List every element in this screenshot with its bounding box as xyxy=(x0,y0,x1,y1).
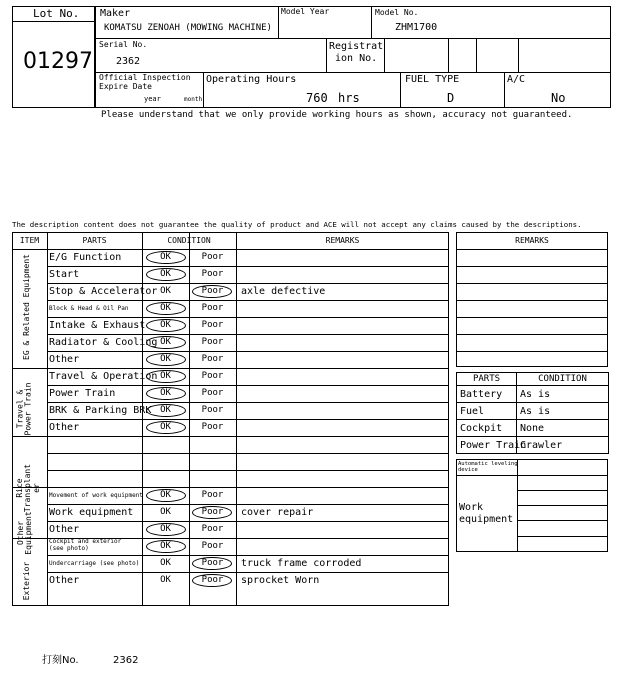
row-part: Block & Head & Oil Pan xyxy=(49,305,129,312)
row-remark: axle defective xyxy=(241,286,326,297)
model-no-value: ZHM1700 xyxy=(395,22,438,33)
maker-value: KOMATSU ZENOAH (MOWING MACHINE) xyxy=(104,23,272,33)
row-part: Work equipment xyxy=(49,507,134,518)
hours-accuracy-note: Please understand that we only provide working hours as shown, accuracy not guaranteed. xyxy=(101,110,573,120)
divider xyxy=(456,249,608,250)
ok-option: OK xyxy=(160,337,171,347)
divider xyxy=(278,6,279,38)
auto-leveling-label-line1: Automatic leveling xyxy=(458,461,518,467)
pc-part: Cockpit xyxy=(457,420,517,437)
row-divider xyxy=(456,283,608,284)
group-label-rice-transplanter: Rice Transplant er xyxy=(15,463,41,513)
selection-oval xyxy=(146,319,186,332)
group-label-travel-power-train: Travel & Power Train xyxy=(15,382,33,436)
selection-oval xyxy=(146,387,186,400)
row-remark: cover repair xyxy=(241,507,314,518)
registration-label-line2: ion No. xyxy=(335,53,378,64)
row-part: Cockpit and exterior (see photo) xyxy=(49,538,122,552)
selection-oval xyxy=(146,540,186,553)
divider xyxy=(518,38,519,72)
month-label: month xyxy=(184,96,203,103)
pc-row xyxy=(457,403,609,420)
poor-option: Poor xyxy=(201,286,224,296)
parts-condition-table xyxy=(456,372,609,454)
row-divider xyxy=(456,266,608,267)
group-divider xyxy=(12,436,449,437)
model-no-label: Model No. xyxy=(375,8,419,17)
row-part: E/G Function xyxy=(49,252,122,263)
parts-header: PARTS xyxy=(82,236,107,245)
ok-option: OK xyxy=(160,490,171,500)
selection-oval xyxy=(146,523,186,536)
pc-condition: As is xyxy=(517,403,609,420)
selection-oval xyxy=(192,557,232,570)
row-part: Other xyxy=(49,354,80,365)
poor-option: Poor xyxy=(201,354,224,364)
disclaimer-note: The description content does not guarantee the quality of product and ACE will not accept any claims caused by the descriptions. xyxy=(12,220,582,229)
row-divider xyxy=(456,317,608,318)
row-divider xyxy=(47,351,449,352)
poor-option: Poor xyxy=(201,269,224,279)
row-divider xyxy=(47,555,449,556)
poor-option: Poor xyxy=(201,337,224,347)
selection-oval xyxy=(192,285,232,298)
divider xyxy=(384,38,385,72)
pc-row xyxy=(457,420,609,437)
divider xyxy=(12,249,449,250)
work-equipment-label-line1: Work xyxy=(459,502,484,513)
row-divider xyxy=(47,266,449,267)
row-part: Start xyxy=(49,269,80,280)
row-divider xyxy=(456,334,608,335)
pc-condition: Crawler xyxy=(517,437,609,454)
pc-condition: As is xyxy=(517,386,609,403)
selection-oval xyxy=(146,421,186,434)
poor-option: Poor xyxy=(201,371,224,381)
row-divider xyxy=(47,300,449,301)
selection-oval xyxy=(192,506,232,519)
work-equipment-label-line2: equipment xyxy=(459,514,514,525)
registration-label-line1: Registrat xyxy=(329,41,384,52)
row-part: Travel & Operation xyxy=(49,371,158,382)
pc-row xyxy=(457,437,609,454)
divider xyxy=(517,520,608,521)
pc-parts-header: PARTS xyxy=(457,373,517,386)
serial-no-label: Serial No. xyxy=(99,40,148,49)
row-divider xyxy=(47,317,449,318)
row-part: Intake & Exhaust xyxy=(49,320,146,331)
row-part: Power Train xyxy=(49,388,116,399)
selection-oval xyxy=(146,489,186,502)
ok-option: OK xyxy=(160,541,171,551)
fuel-type-value: D xyxy=(447,91,455,105)
ac-label: A/C xyxy=(507,74,526,85)
ok-option: OK xyxy=(160,524,171,534)
row-divider xyxy=(47,283,449,284)
selection-oval xyxy=(146,251,186,264)
poor-option: Poor xyxy=(201,507,224,517)
pc-part: Fuel xyxy=(457,403,517,420)
row-part: Movement of work equipment xyxy=(49,492,143,499)
ok-option: OK xyxy=(160,320,171,330)
divider xyxy=(371,6,372,38)
group-label-eg-related-equipment: EG & Related Equipment xyxy=(22,254,31,360)
lot-no-label: Lot No. xyxy=(33,7,80,20)
poor-option: Poor xyxy=(201,541,224,551)
pc-part: Power Train xyxy=(457,437,517,454)
row-divider xyxy=(47,521,449,522)
poor-option: Poor xyxy=(201,405,224,415)
row-divider xyxy=(47,419,449,420)
poor-option: Poor xyxy=(201,303,224,313)
condition-header: CONDITION xyxy=(167,236,211,245)
divider xyxy=(326,38,327,72)
poor-option: Poor xyxy=(201,422,224,432)
row-part: Other xyxy=(49,575,80,586)
ok-option: OK xyxy=(160,252,171,262)
divider xyxy=(517,490,608,491)
auto-leveling-label-line2: device xyxy=(458,467,478,473)
ok-option: OK xyxy=(160,371,171,381)
poor-option: Poor xyxy=(201,575,224,585)
pc-condition-header: CONDITION xyxy=(517,373,609,386)
remarks-header: REMARKS xyxy=(325,236,360,245)
divider xyxy=(400,72,401,108)
ac-value: No xyxy=(551,91,566,105)
selection-oval xyxy=(146,336,186,349)
row-part: Undercarriage (see photo) xyxy=(49,560,140,567)
group-divider xyxy=(12,368,449,369)
row-divider xyxy=(47,470,449,471)
row-divider xyxy=(47,402,449,403)
ok-option: OK xyxy=(160,286,171,296)
row-part: BRK & Parking BRK xyxy=(49,405,152,416)
row-part: Stop & Accelerator xyxy=(49,286,158,297)
selection-oval xyxy=(146,268,186,281)
ok-option: OK xyxy=(160,269,171,279)
selection-oval xyxy=(146,404,186,417)
row-divider xyxy=(47,334,449,335)
ok-option: OK xyxy=(160,405,171,415)
row-part: Other xyxy=(49,524,80,535)
group-divider xyxy=(12,487,449,488)
row-part: Other xyxy=(49,422,80,433)
hours-unit: hrs xyxy=(338,91,360,105)
poor-option: Poor xyxy=(201,388,224,398)
row-part: Radiator & Cooling xyxy=(49,337,158,348)
right-remarks-header: REMARKS xyxy=(515,236,549,245)
selection-oval xyxy=(146,353,186,366)
divider xyxy=(476,38,477,72)
divider xyxy=(12,21,95,22)
row-divider xyxy=(456,300,608,301)
stamp-label: 打刻No. xyxy=(42,655,79,666)
selection-oval xyxy=(146,370,186,383)
model-year-label: Model Year xyxy=(281,7,330,16)
ok-option: OK xyxy=(160,507,171,517)
divider xyxy=(448,38,449,72)
row-divider xyxy=(47,385,449,386)
stamp-value: 2362 xyxy=(113,655,139,666)
inspection-label-line2: Expire Date xyxy=(99,82,152,91)
poor-option: Poor xyxy=(201,490,224,500)
pc-condition: None xyxy=(517,420,609,437)
fuel-type-label: FUEL TYPE xyxy=(405,74,460,85)
divider xyxy=(456,475,608,476)
row-divider xyxy=(47,453,449,454)
poor-option: Poor xyxy=(201,558,224,568)
pc-row xyxy=(457,386,609,403)
lot-number: 01297 xyxy=(23,49,93,74)
row-remark: sprocket Worn xyxy=(241,575,320,586)
ok-option: OK xyxy=(160,575,171,585)
ok-option: OK xyxy=(160,354,171,364)
selection-oval xyxy=(192,574,232,587)
group-label-exterior: Exterior xyxy=(22,561,31,601)
maker-label: Maker xyxy=(100,8,131,19)
row-divider xyxy=(47,504,449,505)
ok-option: OK xyxy=(160,422,171,432)
divider xyxy=(203,72,204,108)
row-remark: truck frame corroded xyxy=(241,558,362,569)
year-label: year xyxy=(144,95,161,103)
serial-no-value: 2362 xyxy=(116,56,141,67)
pc-part: Battery xyxy=(457,386,517,403)
ok-option: OK xyxy=(160,558,171,568)
poor-option: Poor xyxy=(201,320,224,330)
poor-option: Poor xyxy=(201,524,224,534)
divider xyxy=(517,505,608,506)
divider xyxy=(517,536,608,537)
selection-oval xyxy=(146,302,186,315)
poor-option: Poor xyxy=(201,252,224,262)
divider xyxy=(504,72,505,108)
operating-hours-value: 760 xyxy=(306,91,328,105)
row-divider xyxy=(456,351,608,352)
operating-hours-label: Operating Hours xyxy=(206,74,297,85)
group-label-other-equipment: Other Equipment xyxy=(16,511,34,555)
divider xyxy=(95,38,611,39)
ok-option: OK xyxy=(160,303,171,313)
inspection-label-line1: Official Inspection xyxy=(99,73,191,82)
ok-option: OK xyxy=(160,388,171,398)
item-header: ITEM xyxy=(19,236,40,245)
row-divider xyxy=(47,572,449,573)
